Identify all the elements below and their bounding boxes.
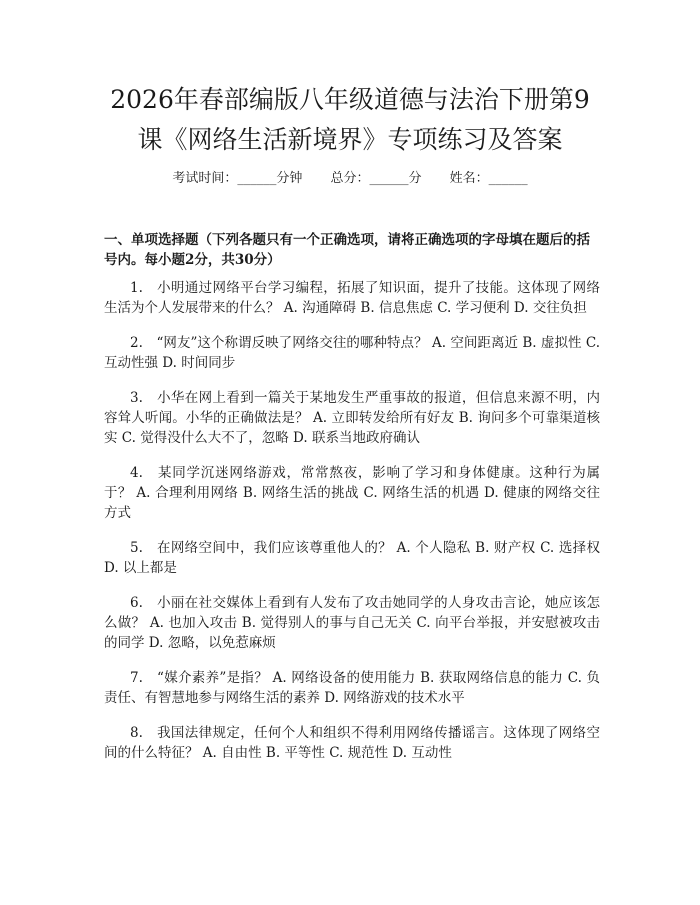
question-3: 3. 小华在网上看到一篇关于某地发生严重事故的报道，但信息来源不明，内容耸人听闻。小华的正确做法是？ A. 立即转发给所有好友 B. 询问多个可靠渠道核实 C. 觉得没什么大不了，忽略 D. 联系当地政府确认: [104, 390, 600, 446]
question-5: 5. 在网络空间中，我们应该尊重他人的？ A. 个人隐私 B. 财产权 C. 选择权 D. 以上都是: [104, 540, 600, 576]
document-title: [60, 80, 640, 160]
title-line-1: 2026年春部编版八年级道德与法治下册第9: [110, 85, 590, 114]
title-line-2: 课《网络生活新境界》专项练习及答案: [137, 125, 563, 154]
question-4: 4. 某同学沉迷网络游戏，常常熬夜，影响了学习和身体健康。这种行为属于？ A. 合理利用网络 B. 网络生活的挑战 C. 网络生活的机遇 D. 健康的网络交往方式: [104, 465, 600, 521]
student-name: 姓名：______: [449, 171, 528, 186]
question-1: 1. 小明通过网络平台学习编程，拓展了知识面，提升了技能。这体现了网络生活为个人发展带来的什么？ A. 沟通障碍 B. 信息焦虑 C. 学习便利 D. 交往负担: [104, 280, 600, 316]
section-title: 一、单项选择题（下列各题只有一个正确选项，请将正确选项的字母填在题后的括号内。每小题2分，共30分）: [104, 232, 590, 268]
exam-time: 考试时间：______分钟: [172, 171, 303, 186]
exam-meta: [0, 170, 700, 188]
question-6: 6. 小丽在社交媒体上看到有人发布了攻击她同学的人身攻击言论，她应该怎么做？ A. 也加入攻击 B. 觉得别人的事与自己无关 C. 向平台举报，并安慰被攻击的同学 D. 忽略，以免惹麻烦: [104, 595, 600, 651]
question-list: [104, 278, 600, 778]
question-8: 8. 我国法律规定，任何个人和组织不得利用网络传播谣言。这体现了网络空间的什么特征？ A. 自由性 B. 平等性 C. 规范性 D. 互动性: [104, 725, 600, 761]
exam-total-score: 总分：______分: [330, 171, 422, 186]
question-2: 2. “网友”这个称谓反映了网络交往的哪种特点？ A. 空间距离近 B. 虚拟性 C. 互动性强 D. 时间同步: [104, 335, 600, 371]
question-7: 7. “媒介素养”是指？ A. 网络设备的使用能力 B. 获取网络信息的能力 C. 负责任、有智慧地参与网络生活的素养 D. 网络游戏的技术水平: [104, 670, 600, 706]
